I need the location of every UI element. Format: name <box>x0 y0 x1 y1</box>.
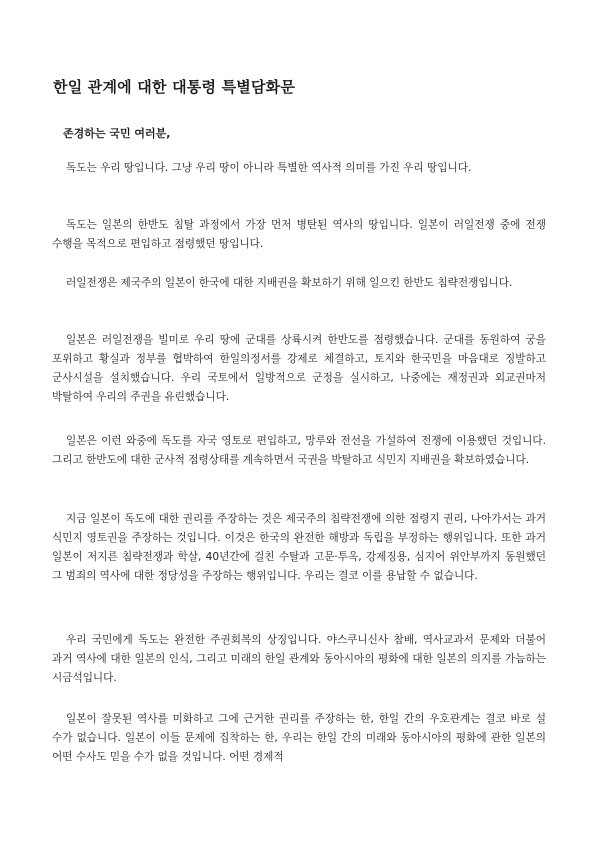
salutation: 존경하는 국민 여러분, <box>63 127 171 140</box>
paragraph-2: 독도는 일본의 한반도 침탈 과정에서 가장 먼저 병탄된 역사의 땅입니다. 일본이 러일전쟁 중에 전쟁 수행을 목적으로 편입하고 점령했던 땅입니다. <box>52 219 546 250</box>
document-title: 한일 관계에 대한 대통령 특별담화문 <box>53 78 296 96</box>
paragraph-6: 지금 일본이 독도에 대한 권리를 주장하는 것은 제국주의 침략전쟁에 의한 점령지 권리, 나아가서는 과거 식민지 영토권을 주장하는 것입니다. 이것은 한국의 완전한 해방과 독립을 부정하는 행위입니다. 또한 과거 일본이 저지른 침략전쟁과 학살, 40년간에 걸친 수탈과 고문·투옥, 강제징용, 심지어 위안부까지 동원했던 그 범죄의 역사에 대한 정당성을 주장하는 행위입니다. 우리는 결코 이를 용납할 수 없습니다. <box>52 513 546 582</box>
paragraph-8: 일본이 잘못된 역사를 미화하고 그에 근거한 권리를 주장하는 한, 한일 간의 우호관계는 결코 바로 설 수가 없습니다. 일본이 이들 문제에 집착하는 한, 우리는 한일 간의 미래와 동아시아의 평화에 관한 일본의 어떤 수사도 믿을 수가 없을 것입니다. 어떤 경제적 <box>52 713 546 763</box>
paragraph-7: 우리 국민에게 독도는 완전한 주권회복의 상징입니다. 야스쿠니신사 참배, 역사교과서 문제와 더불어 과거 역사에 대한 일본의 인식, 그리고 미래의 한일 관계와 동아시아의 평화에 대한 일본의 의지를 가늠하는 시금석입니다. <box>52 634 546 684</box>
paragraph-1: 독도는 우리 땅입니다. 그냥 우리 땅이 아니라 특별한 역사적 의미를 가진 우리 땅입니다. <box>66 162 472 174</box>
paragraph-4: 일본은 러일전쟁을 빌미로 우리 땅에 군대를 상륙시켜 한반도를 점령했습니다. 군대를 동원하여 궁을 포위하고 황실과 정부를 협박하여 한일의정서를 강제로 체결하고, 토지와 한국민을 마음대로 징발하고 군사시설을 설치했습니다. 우리 국토에서 일방적으로 군정을 실시하고, 나중에는 재정권과 외교권마저 박탈하여 우리의 주권을 유린했습니다. <box>52 334 546 403</box>
paragraph-5: 일본은 이런 와중에 독도를 자국 영토로 편입하고, 망루와 전선을 가설하여 전쟁에 이용했던 것입니다. 그리고 한반도에 대한 군사적 점령상태를 계속하면서 국권을 박탈하고 식민지 지배권을 확보하였습니다. <box>52 435 546 466</box>
paragraph-3: 러일전쟁은 제국주의 일본이 한국에 대한 지배권을 확보하기 위해 일으킨 한반도 침략전쟁입니다. <box>66 277 513 289</box>
